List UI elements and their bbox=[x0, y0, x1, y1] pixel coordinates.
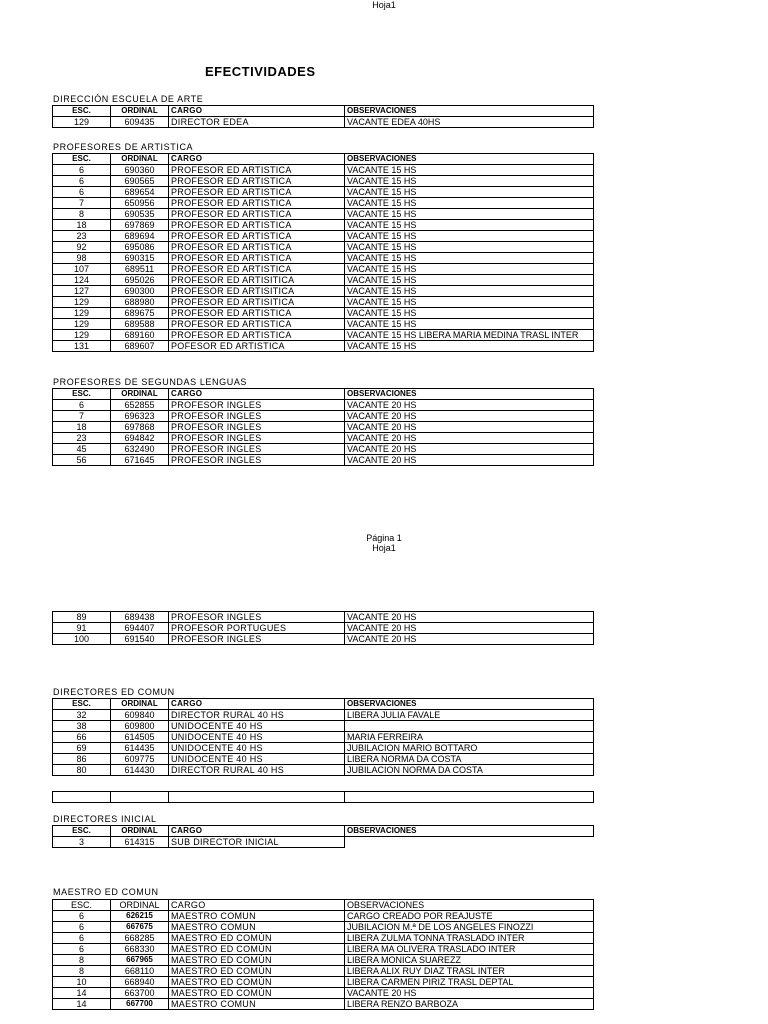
section-title-maestro: MAESTRO ED COMUN bbox=[53, 887, 159, 897]
cell-observaciones: JUBILACION M.ª DE LOS ANGELES FINOZZI bbox=[345, 922, 594, 933]
table-row bbox=[53, 721, 594, 732]
cell-observaciones: VACANTE 20 HS bbox=[345, 411, 594, 422]
table-row bbox=[53, 623, 594, 634]
col-esc: ESC. bbox=[53, 154, 111, 165]
cell-observaciones: VACANTE 15 HS LIBERA MARIA MEDINA TRASL INTER bbox=[345, 330, 594, 341]
cell-ordinal: 668330 bbox=[111, 944, 169, 955]
table-row bbox=[53, 176, 594, 187]
cell-observaciones: VACANTE 15 HS bbox=[345, 220, 594, 231]
empty-cell bbox=[111, 792, 169, 803]
cell-ordinal: 609435 bbox=[111, 117, 169, 128]
cell-ordinal: 614435 bbox=[111, 743, 169, 754]
cell-observaciones: VACANTE 15 HS bbox=[345, 176, 594, 187]
cell-esc: 6 bbox=[53, 933, 111, 944]
col-observaciones: OBSERVACIONES bbox=[345, 389, 594, 400]
cell-esc: 18 bbox=[53, 220, 111, 231]
col-esc: ESC. bbox=[53, 699, 111, 710]
table-lenguas-continued bbox=[52, 611, 594, 645]
col-observaciones: OBSERVACIONES bbox=[345, 900, 594, 911]
cell-ordinal: 632490 bbox=[111, 444, 169, 455]
table-maestro bbox=[52, 899, 594, 1010]
cell-observaciones: VACANTE 15 HS bbox=[345, 286, 594, 297]
cell-ordinal: 690565 bbox=[111, 176, 169, 187]
cell-observaciones: LIBERA RENZO BARBOZA bbox=[345, 999, 594, 1010]
cell-ordinal: 667965 bbox=[111, 955, 169, 966]
col-cargo: CARGO bbox=[169, 106, 345, 117]
cell-ordinal: 650956 bbox=[111, 198, 169, 209]
cell-esc: 6 bbox=[53, 944, 111, 955]
cell-esc: 129 bbox=[53, 319, 111, 330]
table-row bbox=[53, 400, 594, 411]
col-ordinal: ORDINAL bbox=[111, 699, 169, 710]
cell-observaciones: JUBILACION MARIO BOTTARO bbox=[345, 743, 594, 754]
table-empty-row bbox=[52, 791, 594, 803]
cell-observaciones: LIBERA MONICA SUAREZZ bbox=[345, 955, 594, 966]
cell-esc: 66 bbox=[53, 732, 111, 743]
cell-observaciones: VACANTE 15 HS bbox=[345, 165, 594, 176]
cell-cargo: MAESTRO COMUN bbox=[169, 922, 345, 933]
cell-ordinal: 696323 bbox=[111, 411, 169, 422]
cell-observaciones: LIBERA NORMA DA COSTA bbox=[345, 754, 594, 765]
table-dir-comun bbox=[52, 698, 594, 776]
cell-esc: 6 bbox=[53, 911, 111, 922]
cell-esc: 127 bbox=[53, 286, 111, 297]
cell-cargo: MAESTRO COMUN bbox=[169, 999, 345, 1010]
cell-esc: 7 bbox=[53, 198, 111, 209]
cell-observaciones: VACANTE 15 HS bbox=[345, 242, 594, 253]
empty-cell bbox=[169, 792, 345, 803]
cell-observaciones: VACANTE 15 HS bbox=[345, 209, 594, 220]
cell-observaciones bbox=[345, 837, 594, 848]
table-dir-inicial bbox=[52, 825, 594, 848]
cell-cargo: DIRECTOR RURAL 40 HS bbox=[169, 710, 345, 721]
cell-cargo: POFESOR ED ARTISTICA bbox=[169, 341, 345, 352]
cell-esc: 124 bbox=[53, 275, 111, 286]
cell-observaciones: VACANTE EDEA 40HS bbox=[345, 117, 594, 128]
table-artistica bbox=[52, 153, 594, 352]
section-title-artistica: PROFESORES DE ARTISTICA bbox=[53, 142, 194, 152]
cell-esc: 129 bbox=[53, 297, 111, 308]
cell-ordinal: 689654 bbox=[111, 187, 169, 198]
cell-esc: 69 bbox=[53, 743, 111, 754]
table-lenguas bbox=[52, 388, 594, 466]
cell-observaciones: LIBERA JULIA FAVALE bbox=[345, 710, 594, 721]
cell-esc: 23 bbox=[53, 231, 111, 242]
cell-esc: 3 bbox=[53, 837, 111, 848]
table-row bbox=[53, 308, 594, 319]
cell-observaciones: VACANTE 15 HS bbox=[345, 319, 594, 330]
section-title-lenguas: PROFESORES DE SEGUNDAS LENGUAS bbox=[53, 377, 248, 387]
table-row bbox=[53, 765, 594, 776]
cell-ordinal: 689438 bbox=[111, 612, 169, 623]
cell-cargo: PROFESOR ED ARTISITICA bbox=[169, 286, 345, 297]
col-esc: ESC. bbox=[53, 900, 111, 911]
cell-observaciones: VACANTE 15 HS bbox=[345, 198, 594, 209]
table-row bbox=[53, 231, 594, 242]
table-row bbox=[53, 209, 594, 220]
cell-cargo: PROFESOR ED ARTISITICA bbox=[169, 297, 345, 308]
cell-observaciones: VACANTE 15 HS bbox=[345, 275, 594, 286]
cell-ordinal: 609800 bbox=[111, 721, 169, 732]
cell-cargo: PROFESOR INGLES bbox=[169, 612, 345, 623]
table-row bbox=[53, 612, 594, 623]
cell-ordinal: 691540 bbox=[111, 634, 169, 645]
cell-ordinal: 668940 bbox=[111, 977, 169, 988]
cell-esc: 6 bbox=[53, 176, 111, 187]
table-row bbox=[53, 933, 594, 944]
table-row bbox=[53, 922, 594, 933]
cell-observaciones: LIBERA ALIX RUY DIAZ TRASL INTER bbox=[345, 966, 594, 977]
cell-cargo: PROFESOR ED ARTISTICA bbox=[169, 165, 345, 176]
cell-ordinal: 663700 bbox=[111, 988, 169, 999]
table-row bbox=[53, 944, 594, 955]
cell-ordinal: 671645 bbox=[111, 455, 169, 466]
col-esc: ESC. bbox=[53, 826, 111, 837]
cell-ordinal: 697869 bbox=[111, 220, 169, 231]
cell-cargo: MAESTRO ED COMÚN bbox=[169, 933, 345, 944]
cell-observaciones: VACANTE 20 HS bbox=[345, 623, 594, 634]
table-row bbox=[53, 297, 594, 308]
cell-cargo: MAESTRO ED COMÚN bbox=[169, 955, 345, 966]
sheet-header-top: Hoja1 bbox=[372, 0, 396, 10]
cell-observaciones: VACANTE 15 HS bbox=[345, 231, 594, 242]
cell-ordinal: 689511 bbox=[111, 264, 169, 275]
cell-esc: 10 bbox=[53, 977, 111, 988]
table-header-row bbox=[53, 699, 594, 710]
empty-cell bbox=[53, 792, 111, 803]
document-title: EFECTIVIDADES bbox=[205, 64, 316, 79]
cell-ordinal: 690300 bbox=[111, 286, 169, 297]
cell-esc: 23 bbox=[53, 433, 111, 444]
table-row bbox=[53, 837, 594, 848]
cell-ordinal: 689160 bbox=[111, 330, 169, 341]
col-observaciones: OBSERVACIONES bbox=[345, 699, 594, 710]
cell-esc: 86 bbox=[53, 754, 111, 765]
cell-cargo: MAESTRO COMUN bbox=[169, 911, 345, 922]
cell-cargo: PROFESOR ED ARTISTICA bbox=[169, 264, 345, 275]
cell-observaciones: JUBILACION NORMA DA COSTA bbox=[345, 765, 594, 776]
cell-observaciones: MARIA FERREIRA bbox=[345, 732, 594, 743]
cell-esc: 6 bbox=[53, 922, 111, 933]
cell-esc: 14 bbox=[53, 999, 111, 1010]
col-ordinal: ORDINAL bbox=[111, 106, 169, 117]
cell-observaciones: VACANTE 20 HS bbox=[345, 455, 594, 466]
cell-esc: 107 bbox=[53, 264, 111, 275]
table-row bbox=[53, 999, 594, 1010]
cell-esc: 100 bbox=[53, 634, 111, 645]
table-row bbox=[53, 187, 594, 198]
col-cargo: CARGO bbox=[169, 154, 345, 165]
cell-cargo: UNIDOCENTE 40 HS bbox=[169, 743, 345, 754]
cell-cargo: PROFESOR ED ARTISTICA bbox=[169, 319, 345, 330]
cell-cargo: MAESTRO ED COMÚN bbox=[169, 988, 345, 999]
cell-observaciones: VACANTE 15 HS bbox=[345, 308, 594, 319]
cell-cargo: PROFESOR INGLES bbox=[169, 411, 345, 422]
table-row bbox=[53, 264, 594, 275]
cell-cargo: PROFESOR ED ARTISTICA bbox=[169, 209, 345, 220]
table-row bbox=[53, 634, 594, 645]
col-esc: ESC. bbox=[53, 389, 111, 400]
cell-cargo: PROFESOR INGLES bbox=[169, 433, 345, 444]
cell-cargo: PROFESOR PORTUGUES bbox=[169, 623, 345, 634]
cell-cargo: DIRECTOR EDEA bbox=[169, 117, 345, 128]
cell-esc: 8 bbox=[53, 966, 111, 977]
cell-ordinal: 690315 bbox=[111, 253, 169, 264]
cell-observaciones: VACANTE 20 HS bbox=[345, 988, 594, 999]
col-ordinal: ORDINAL bbox=[111, 900, 169, 911]
cell-ordinal: 652855 bbox=[111, 400, 169, 411]
cell-ordinal: 614315 bbox=[111, 837, 169, 848]
table-row bbox=[53, 754, 594, 765]
cell-esc: 8 bbox=[53, 955, 111, 966]
cell-observaciones: LIBERA CARMEN PIRIZ TRASL DEPTAL bbox=[345, 977, 594, 988]
cell-esc: 6 bbox=[53, 400, 111, 411]
table-row bbox=[53, 319, 594, 330]
table-row bbox=[53, 286, 594, 297]
cell-ordinal: 626215 bbox=[111, 911, 169, 922]
cell-observaciones: VACANTE 20 HS bbox=[345, 422, 594, 433]
table-row bbox=[53, 330, 594, 341]
cell-esc: 129 bbox=[53, 117, 111, 128]
cell-cargo: PROFESOR ED ARTISTICA bbox=[169, 330, 345, 341]
cell-observaciones: VACANTE 20 HS bbox=[345, 433, 594, 444]
table-row bbox=[53, 743, 594, 754]
empty-cell bbox=[345, 792, 594, 803]
cell-observaciones: VACANTE 15 HS bbox=[345, 253, 594, 264]
table-row bbox=[53, 341, 594, 352]
table-header-row bbox=[53, 154, 594, 165]
cell-cargo: PROFESOR ED ARTISTICA bbox=[169, 242, 345, 253]
cell-observaciones: VACANTE 20 HS bbox=[345, 444, 594, 455]
cell-observaciones: VACANTE 15 HS bbox=[345, 264, 594, 275]
cell-cargo: PROFESOR ED ARTISTICA bbox=[169, 187, 345, 198]
cell-ordinal: 609840 bbox=[111, 710, 169, 721]
cell-esc: 6 bbox=[53, 187, 111, 198]
cell-esc: 14 bbox=[53, 988, 111, 999]
cell-observaciones: VACANTE 20 HS bbox=[345, 634, 594, 645]
col-cargo: CARGO bbox=[169, 900, 345, 911]
section-title-dir-inicial: DIRECTORES INICIAL bbox=[53, 814, 157, 824]
col-observaciones: OBSERVACIONES bbox=[345, 106, 594, 117]
cell-ordinal: 667700 bbox=[111, 999, 169, 1010]
cell-observaciones: VACANTE 15 HS bbox=[345, 341, 594, 352]
cell-cargo: PROFESOR ED ARTISTICA bbox=[169, 308, 345, 319]
table-row bbox=[53, 977, 594, 988]
table-row bbox=[53, 220, 594, 231]
table-row bbox=[53, 411, 594, 422]
cell-ordinal: 697868 bbox=[111, 422, 169, 433]
cell-cargo: PROFESOR ED ARTISTICA bbox=[169, 231, 345, 242]
table-row bbox=[53, 242, 594, 253]
col-observaciones: OBSERVACIONES bbox=[345, 154, 594, 165]
cell-esc: 45 bbox=[53, 444, 111, 455]
col-ordinal: ORDINAL bbox=[111, 154, 169, 165]
cell-ordinal: 690535 bbox=[111, 209, 169, 220]
cell-cargo: PROFESOR INGLES bbox=[169, 455, 345, 466]
cell-ordinal: 689675 bbox=[111, 308, 169, 319]
cell-cargo: PROFESOR ED ARTISTICA bbox=[169, 176, 345, 187]
table-row bbox=[53, 444, 594, 455]
cell-ordinal: 688980 bbox=[111, 297, 169, 308]
table-row bbox=[53, 966, 594, 977]
table-row bbox=[53, 792, 594, 803]
cell-cargo: DIRECTOR RURAL 40 HS bbox=[169, 765, 345, 776]
table-row bbox=[53, 275, 594, 286]
table-arte bbox=[52, 105, 594, 128]
cell-ordinal: 694842 bbox=[111, 433, 169, 444]
cell-cargo: UNIDOCENTE 40 HS bbox=[169, 732, 345, 743]
cell-esc: 18 bbox=[53, 422, 111, 433]
cell-esc: 7 bbox=[53, 411, 111, 422]
table-row bbox=[53, 422, 594, 433]
col-cargo: CARGO bbox=[169, 389, 345, 400]
cell-cargo: MAESTRO ED COMÚN bbox=[169, 966, 345, 977]
table-row bbox=[53, 455, 594, 466]
cell-ordinal: 695086 bbox=[111, 242, 169, 253]
cell-esc: 131 bbox=[53, 341, 111, 352]
section-title-arte: DIRECCIÓN ESCUELA DE ARTE bbox=[53, 94, 204, 104]
cell-esc: 129 bbox=[53, 330, 111, 341]
cell-observaciones: VACANTE 15 HS bbox=[345, 187, 594, 198]
cell-cargo: PROFESOR INGLES bbox=[169, 444, 345, 455]
cell-observaciones: VACANTE 15 HS bbox=[345, 297, 594, 308]
table-row bbox=[53, 955, 594, 966]
cell-observaciones: LIBERA ZULMA TONNA TRASLADO INTER bbox=[345, 933, 594, 944]
cell-cargo: PROFESOR INGLES bbox=[169, 400, 345, 411]
cell-esc: 32 bbox=[53, 710, 111, 721]
cell-observaciones bbox=[345, 721, 594, 732]
col-ordinal: ORDINAL bbox=[111, 389, 169, 400]
table-row bbox=[53, 253, 594, 264]
cell-ordinal: 689694 bbox=[111, 231, 169, 242]
cell-ordinal: 614430 bbox=[111, 765, 169, 776]
cell-ordinal: 689588 bbox=[111, 319, 169, 330]
table-row bbox=[53, 433, 594, 444]
cell-ordinal: 689607 bbox=[111, 341, 169, 352]
cell-cargo: PROFESOR ED ARTISTICA bbox=[169, 198, 345, 209]
table-header-row bbox=[53, 389, 594, 400]
section-title-dir-comun: DIRECTORES ED COMUN bbox=[53, 687, 175, 697]
table-row bbox=[53, 165, 594, 176]
cell-ordinal: 667675 bbox=[111, 922, 169, 933]
cell-cargo: MAESTRO ED COMÚN bbox=[169, 944, 345, 955]
cell-ordinal: 695026 bbox=[111, 275, 169, 286]
table-row bbox=[53, 198, 594, 209]
cell-observaciones: VACANTE 20 HS bbox=[345, 612, 594, 623]
cell-esc: 56 bbox=[53, 455, 111, 466]
cell-observaciones: CARGO CREADO POR REAJUSTE bbox=[345, 911, 594, 922]
col-esc: ESC. bbox=[53, 106, 111, 117]
cell-esc: 6 bbox=[53, 165, 111, 176]
cell-ordinal: 694407 bbox=[111, 623, 169, 634]
cell-esc: 129 bbox=[53, 308, 111, 319]
table-row bbox=[53, 988, 594, 999]
sheet-header-mid: Hoja1 bbox=[372, 543, 396, 553]
cell-esc: 92 bbox=[53, 242, 111, 253]
cell-cargo: PROFESOR ED ARTISITICA bbox=[169, 275, 345, 286]
cell-esc: 8 bbox=[53, 209, 111, 220]
cell-esc: 38 bbox=[53, 721, 111, 732]
page-footer-label: Página 1 bbox=[366, 533, 402, 543]
cell-observaciones: VACANTE 20 HS bbox=[345, 400, 594, 411]
col-ordinal: ORDINAL bbox=[111, 826, 169, 837]
table-header-row bbox=[53, 826, 594, 837]
col-observaciones: OBSERVACIONES bbox=[345, 826, 594, 837]
cell-cargo: PROFESOR INGLES bbox=[169, 634, 345, 645]
cell-cargo: PROFESOR ED ARTISTICA bbox=[169, 253, 345, 264]
cell-ordinal: 668110 bbox=[111, 966, 169, 977]
table-row bbox=[53, 117, 594, 128]
cell-esc: 89 bbox=[53, 612, 111, 623]
cell-cargo: SUB DIRECTOR INICIAL bbox=[169, 837, 345, 848]
cell-ordinal: 614505 bbox=[111, 732, 169, 743]
cell-cargo: PROFESOR ED ARTISTICA bbox=[169, 220, 345, 231]
cell-esc: 80 bbox=[53, 765, 111, 776]
cell-ordinal: 668285 bbox=[111, 933, 169, 944]
cell-ordinal: 690360 bbox=[111, 165, 169, 176]
col-cargo: CARGO bbox=[169, 826, 345, 837]
cell-ordinal: 609775 bbox=[111, 754, 169, 765]
cell-cargo: UNIDOCENTE 40 HS bbox=[169, 721, 345, 732]
cell-cargo: MAESTRO ED COMÚN bbox=[169, 977, 345, 988]
cell-esc: 98 bbox=[53, 253, 111, 264]
table-row bbox=[53, 732, 594, 743]
cell-observaciones: LIBERA MA OLIVERA TRASLADO INTER bbox=[345, 944, 594, 955]
cell-esc: 91 bbox=[53, 623, 111, 634]
col-cargo: CARGO bbox=[169, 699, 345, 710]
cell-cargo: UNIDOCENTE 40 HS bbox=[169, 754, 345, 765]
cell-cargo: PROFESOR INGLES bbox=[169, 422, 345, 433]
table-header-row bbox=[53, 106, 594, 117]
table-header-row bbox=[53, 900, 594, 911]
table-row bbox=[53, 911, 594, 922]
table-row bbox=[53, 710, 594, 721]
